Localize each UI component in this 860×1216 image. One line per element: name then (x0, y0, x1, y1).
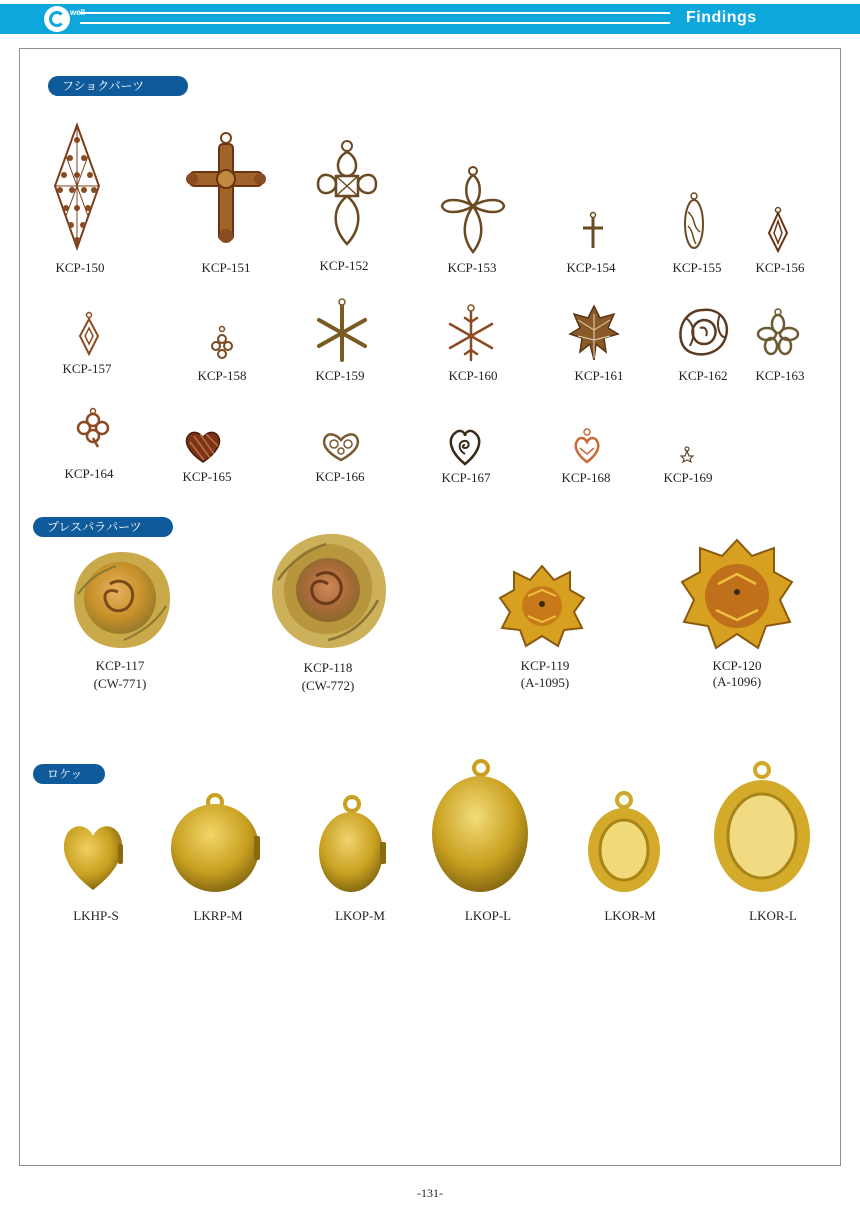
section-label-locket: ロケット (33, 764, 105, 784)
filigree-cross-icon (440, 166, 506, 254)
product-code: KCP-169 (663, 470, 713, 485)
page-number: -131- (417, 1186, 443, 1200)
filigree-oval-icon (682, 192, 706, 250)
product-code: KCP-152 (319, 258, 369, 273)
brand-name: well (70, 8, 86, 17)
product-code: KCP-168 (561, 470, 611, 485)
filigree-diamond-icon (78, 312, 100, 356)
product-code: KCP-158 (197, 368, 247, 383)
oval-frame-locket-icon (712, 760, 812, 894)
oval-locket-icon (430, 758, 532, 894)
filigree-cross-icon (314, 140, 380, 248)
product-code: KCP-153 (447, 260, 497, 275)
brass-rose-icon (268, 530, 390, 652)
product-code: LKRP-M (193, 908, 243, 923)
rose-outline-icon (676, 306, 730, 358)
brand-logo-icon (44, 6, 70, 32)
product-code: KCP-118 (303, 660, 353, 675)
product-code: KCP-150 (55, 260, 105, 275)
product-code: LKHP-S (73, 908, 119, 923)
filigree-flower-icon (212, 326, 232, 360)
product-alt-code: (CW-771) (93, 676, 147, 691)
product-code: KCP-119 (520, 658, 570, 673)
spiral-heart-icon (448, 428, 482, 466)
product-code: KCP-166 (315, 469, 365, 484)
product-code: KCP-165 (182, 469, 232, 484)
product-code: KCP-161 (574, 368, 624, 383)
header-stripe (80, 12, 670, 14)
heart-locket-icon (60, 820, 126, 892)
product-code: KCP-154 (566, 260, 616, 275)
product-code: KCP-155 (672, 260, 722, 275)
product-code: KCP-160 (448, 368, 498, 383)
filigree-cross-icon (186, 132, 266, 244)
oval-frame-locket-icon (586, 790, 662, 894)
filigree-diamond-icon (768, 207, 788, 253)
product-code: KCP-157 (62, 361, 112, 376)
product-alt-code: (CW-772) (301, 678, 355, 693)
gold-flower-bead-icon (498, 562, 586, 650)
snowflake-icon (316, 298, 368, 362)
product-code: KCP-163 (755, 368, 805, 383)
product-code: LKOR-M (604, 908, 656, 923)
filigree-diamond-icon (52, 120, 102, 255)
round-locket-icon (170, 792, 262, 894)
product-code: LKOP-L (464, 908, 512, 923)
product-alt-code: (A-1096) (712, 674, 762, 689)
clover-icon (78, 408, 108, 448)
page-title: Findings (686, 9, 757, 26)
flower-outline-icon (758, 308, 798, 356)
product-code: KCP-159 (315, 368, 365, 383)
heart-icon (574, 428, 600, 464)
snowflake-icon (448, 304, 494, 362)
page-header (0, 0, 860, 38)
section-label-filigree: フショクパーツ (48, 76, 188, 96)
product-code: LKOP-M (335, 908, 385, 923)
filigree-cross-icon (580, 212, 606, 250)
product-code: KCP-151 (201, 260, 251, 275)
product-code: KCP-120 (712, 658, 762, 673)
product-alt-code: (A-1095) (520, 675, 570, 690)
leaf-icon (570, 304, 618, 362)
product-code: KCP-167 (441, 470, 491, 485)
product-code: KCP-164 (64, 466, 114, 481)
star-icon (681, 446, 693, 462)
header-stripe (80, 22, 670, 24)
product-code: KCP-117 (95, 658, 145, 673)
product-code: KCP-162 (678, 368, 728, 383)
gold-flower-bead-icon (678, 536, 796, 652)
heart-icon (320, 432, 362, 462)
oval-locket-icon (316, 794, 388, 894)
heart-icon (184, 428, 222, 464)
section-label-pressed: プレスパラパーツ (33, 517, 173, 537)
product-code: KCP-156 (755, 260, 805, 275)
product-code: LKOR-L (749, 908, 797, 923)
brass-rose-icon (70, 548, 174, 652)
